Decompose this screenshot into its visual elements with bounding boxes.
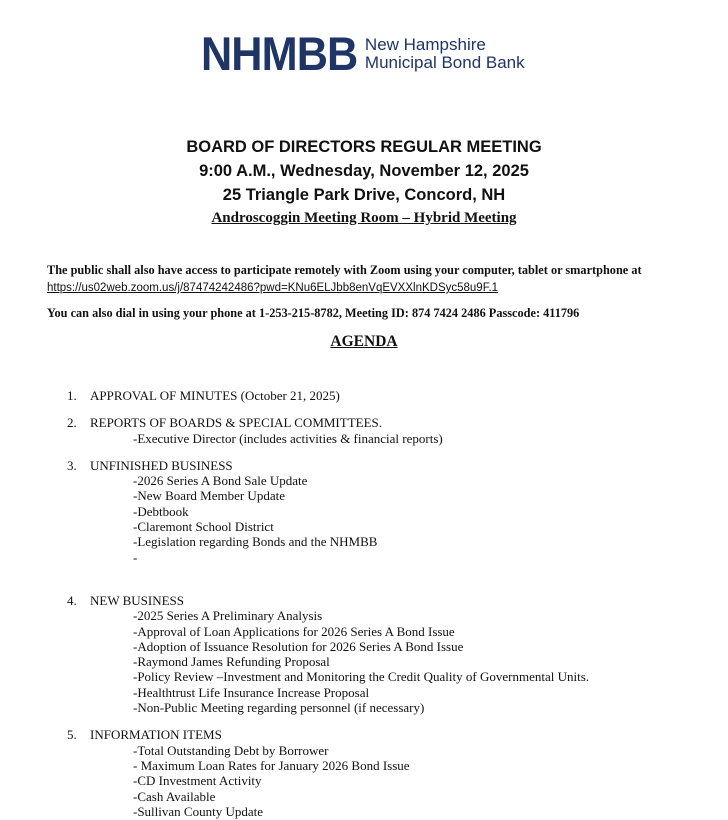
agenda-item-number: 1. <box>67 388 77 403</box>
dial-in-info: You can also dial in using your phone at 1-253-215-8782, Meeting ID: 874 7424 2486 Passcode: 411796 <box>47 306 580 320</box>
meeting-address: 25 Triangle Park Drive, Concord, NH <box>222 186 506 204</box>
remote-access-notice <box>47 262 717 297</box>
agenda-subitem: -Sullivan County Update <box>133 803 263 819</box>
meeting-title: BOARD OF DIRECTORS REGULAR MEETING <box>186 138 542 156</box>
agenda-subitem: -CD Investment Activity <box>133 773 262 789</box>
agenda-subitem: -2025 Series A Preliminary Analysis <box>133 608 323 624</box>
agenda-subitem: - Maximum Loan Rates for January 2026 Bond Issue <box>133 757 410 773</box>
agenda-subitem: -Non-Public Meeting regarding personnel (if necessary) <box>133 700 425 716</box>
logo-text <box>365 36 525 72</box>
agenda-item <box>0 388 728 403</box>
logo-line-2: Municipal Bond Bank <box>364 52 525 72</box>
agenda-subitems <box>0 458 728 565</box>
agenda-subitem: -Raymond James Refunding Proposal <box>133 654 330 670</box>
agenda-item-number: 5. <box>67 727 77 743</box>
logo-line-1: New Hampshire <box>364 34 486 54</box>
agenda-item-number: 3. <box>67 457 77 473</box>
meeting-room: Androscoggin Meeting Room – Hybrid Meeting <box>211 210 517 226</box>
agenda-subitem: -Cash Available <box>133 788 216 804</box>
agenda-subitem: -Adoption of Issuance Resolution for 2026 Series A Bond Issue <box>133 638 464 654</box>
agenda-subitem: -Policy Review –Investment and Monitoring the Credit Quality of Governmental Units. <box>133 669 590 685</box>
agenda-subitem: -Claremont School District <box>133 519 274 535</box>
meeting-title-block <box>0 135 728 229</box>
agenda-subitems <box>0 593 728 715</box>
agenda-list <box>0 388 728 819</box>
agenda-subitem: -Debtbook <box>133 503 189 519</box>
agenda-item-number: 2. <box>67 415 77 431</box>
agenda-item <box>0 727 728 819</box>
agenda-item-title: APPROVAL OF MINUTES (October 21, 2025) <box>90 388 340 403</box>
agenda-subitem: -Legislation regarding Bonds and the NHMBB <box>133 534 378 550</box>
nhmbb-logo <box>201 27 525 80</box>
agenda-heading: AGENDA <box>330 333 398 350</box>
agenda-item <box>0 415 728 446</box>
remote-access-text: The public shall also have access to participate remotely with Zoom using your computer, tablet or smartphone at <box>47 263 642 277</box>
agenda-subitem: -2026 Series A Bond Sale Update <box>133 473 308 489</box>
agenda-item-number: 4. <box>67 592 77 608</box>
agenda-item <box>0 458 728 565</box>
agenda-item <box>0 593 728 715</box>
agenda-item-title: REPORTS OF BOARDS & SPECIAL COMMITTEES. <box>90 415 383 431</box>
agenda-subitem: -New Board Member Update <box>133 488 285 504</box>
agenda-subitem: -Total Outstanding Debt by Borrower <box>133 742 329 758</box>
agenda-subitem: -Healthtrust Life Insurance Increase Proposal <box>133 684 370 700</box>
agenda-item-title: INFORMATION ITEMS <box>90 727 222 743</box>
agenda-subitem: -Executive Director (includes activities & financial reports) <box>133 430 443 446</box>
agenda-item-title: UNFINISHED BUSINESS <box>90 457 233 473</box>
zoom-link[interactable]: https://us02web.zoom.us/j/87474242486?pwd=KNu6ELJbb8enVqEVXXlnKDSyc58u9F.1 <box>47 282 499 294</box>
logo-mark: NHMBB <box>201 27 358 80</box>
agenda-item-title: NEW BUSINESS <box>90 592 185 608</box>
agenda-subitem: - <box>133 549 138 565</box>
agenda-subitem: -Approval of Loan Applications for 2026 Series A Bond Issue <box>133 623 455 639</box>
meeting-datetime: 9:00 A.M., Wednesday, November 12, 2025 <box>199 162 529 180</box>
